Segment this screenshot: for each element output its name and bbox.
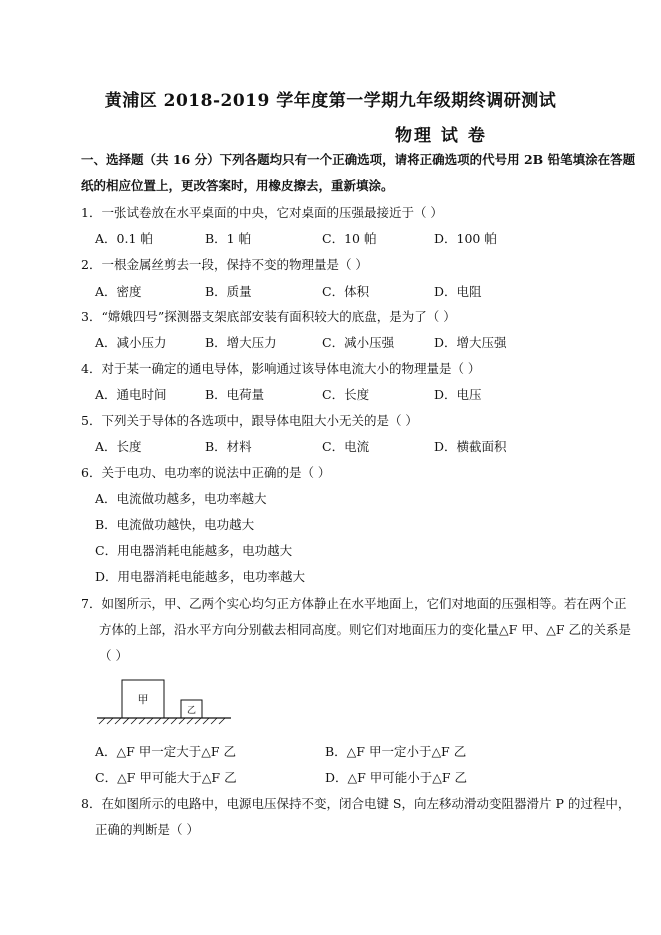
question-7-stem-line-2: 方体的上部，沿水平方向分别截去相同高度。则它们对地面压力的变化量△F 甲、△F 乙的关系是	[99, 622, 632, 637]
question-5-option-a: A．长度	[95, 439, 142, 454]
question-6-option-c: C．用电器消耗电能越多，电功越大	[95, 543, 293, 558]
question-3-option-d: D．增大压强	[434, 335, 507, 350]
question-1-option-d: D．100 帕	[434, 231, 497, 246]
question-1-stem: 1．一张试卷放在水平桌面的中央，它对桌面的压强最接近于（ ）	[81, 205, 443, 220]
question-5-option-d: D．横截面积	[434, 439, 507, 454]
question-5-option-b: B．材料	[205, 439, 252, 454]
question-1-option-a: A．0.1 帕	[95, 231, 153, 246]
question-2-option-d: D．电阻	[434, 284, 482, 299]
question-4-option-c: C．长度	[322, 387, 370, 402]
question-2-option-c: C．体积	[322, 284, 370, 299]
question-7-option-d: D．△F 甲可能小于△F 乙	[325, 770, 468, 785]
block-yi	[181, 700, 202, 718]
question-3-option-b: B．增大压力	[205, 335, 277, 350]
question-4-option-a: A．通电时间	[95, 387, 167, 402]
question-7-figure	[95, 678, 235, 726]
question-2-option-a: A．密度	[95, 284, 142, 299]
question-7-option-c: C．△F 甲可能大于△F 乙	[95, 770, 237, 785]
question-4-option-b: B．电荷量	[205, 387, 265, 402]
question-7-stem-line-3: （ ）	[99, 648, 128, 663]
exam-subtitle: 物理 试 卷	[395, 126, 487, 146]
question-3-option-a: A．减小压力	[95, 335, 167, 350]
question-2-option-b: B．质量	[205, 284, 252, 299]
block-jia-label: 甲	[137, 693, 149, 706]
question-7-option-b: B．△F 甲一定小于△F 乙	[325, 744, 467, 759]
block-yi-label: 乙	[186, 706, 197, 716]
block-jia	[122, 680, 164, 718]
question-6-option-a: A．电流做功越多，电功率越大	[95, 491, 267, 506]
question-7-stem-line-1: 7．如图所示，甲、乙两个实心均匀正方体静止在水平地面上，它们对地面的压强相等。若在两个正	[81, 596, 627, 611]
question-3-option-c: C．减小压强	[322, 335, 395, 350]
question-8-stem-line-2: 正确的判断是（ ）	[95, 822, 199, 837]
question-5-stem: 5．下列关于导体的各选项中，跟导体电阻大小无关的是（ ）	[81, 413, 418, 428]
question-4-option-d: D．电压	[434, 387, 482, 402]
question-7-option-a: A．△F 甲一定大于△F 乙	[95, 744, 237, 759]
question-3-stem: 3．“嫦娥四号”探测器支架底部安装有面积较大的底盘，是为了（ ）	[81, 309, 456, 324]
question-6-option-b: B．电流做功越快，电功越大	[95, 517, 255, 532]
ground-surface	[97, 718, 231, 724]
question-2-stem: 2．一根金属丝剪去一段，保持不变的物理量是（ ）	[81, 257, 368, 272]
section-instructions-line-2: 纸的相应位置上，更改答案时，用橡皮擦去，重新填涂。	[81, 178, 394, 193]
exam-title: 黄浦区 2018-2019 学年度第一学期九年级期终调研测试	[104, 91, 557, 111]
question-1-option-b: B．1 帕	[205, 231, 252, 246]
question-4-stem: 4．对于某一确定的通电导体，影响通过该导体电流大小的物理量是（ ）	[81, 361, 481, 376]
section-instructions-line-1: 一、选择题（共 16 分）下列各题均只有一个正确选项，请将正确选项的代号用 2B 铅笔填涂在答题	[81, 152, 636, 167]
question-6-stem: 6．关于电功、电功率的说法中正确的是（ ）	[81, 465, 331, 480]
question-5-option-c: C．电流	[322, 439, 370, 454]
question-8-stem-line-1: 8．在如图所示的电路中，电源电压保持不变，闭合电键 S，向左移动滑动变阻器滑片 P 的过程中，	[81, 796, 631, 811]
question-1-option-c: C．10 帕	[322, 231, 377, 246]
question-6-option-d: D．用电器消耗电能越多，电功率越大	[95, 569, 306, 584]
